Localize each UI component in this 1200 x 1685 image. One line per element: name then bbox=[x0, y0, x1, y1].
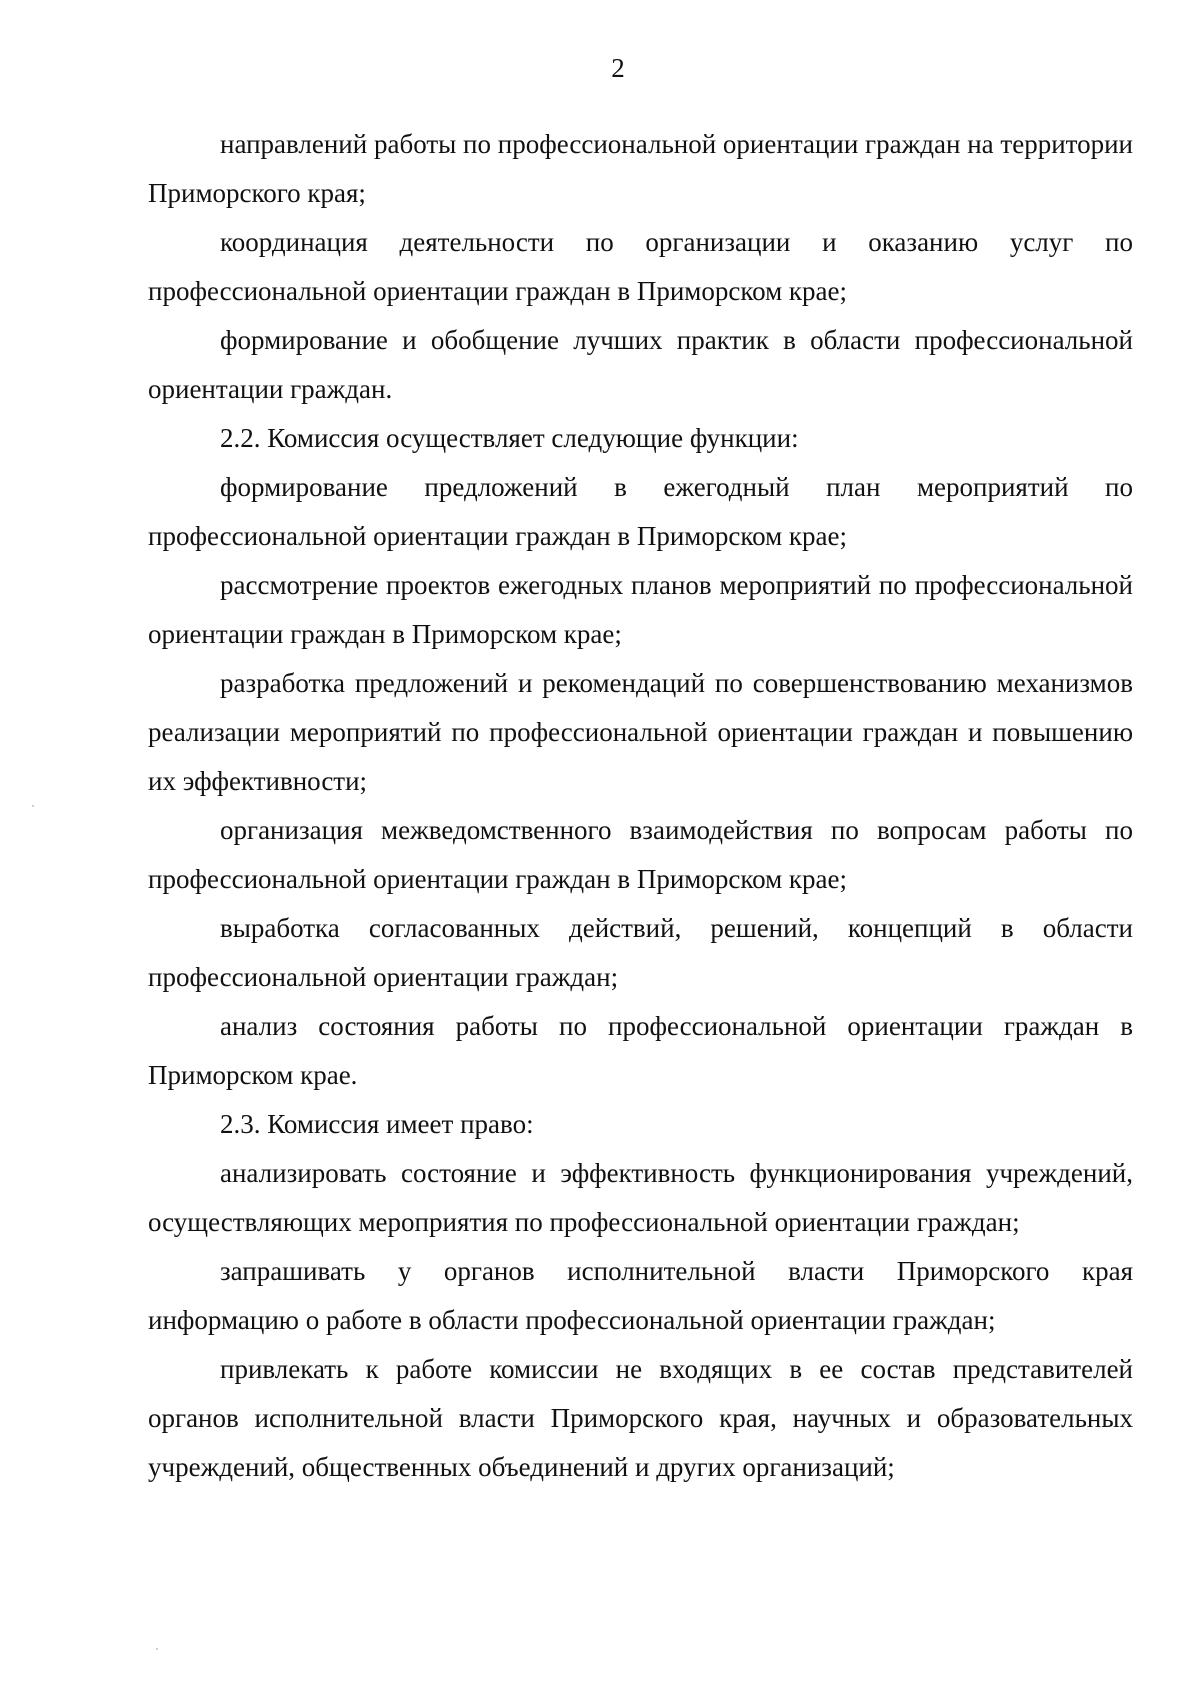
paragraph-6: рассмотрение проектов ежегодных планов мероприятий по профессиональной ориентации граждан в Приморском крае; bbox=[148, 570, 1133, 649]
paragraph-3: формирование и обобщение лучших практик в области профессиональной ориентации граждан. bbox=[148, 325, 1133, 404]
paragraph-8: организация межведомственного взаимодействия по вопросам работы по профессиональной ориентации граждан в Приморском крае; bbox=[148, 815, 1133, 894]
paragraph-7: разработка предложений и рекомендаций по совершенствованию механизмов реализации мероприятий по профессиональной ориентации граждан и повышению их эффективности; bbox=[148, 668, 1133, 796]
scan-speck bbox=[156, 1648, 158, 1650]
paragraph-14: привлекать к работе комиссии не входящих в ее состав представителей органов исполнительной власти Приморского края, научных и образовательных учреждений, общественных объединений и других организаций; bbox=[148, 1354, 1133, 1482]
paragraph-12: анализировать состояние и эффективность функционирования учреждений, осуществляющих мероприятия по профессиональной ориентации граждан; bbox=[148, 1158, 1133, 1237]
paragraph-10: анализ состояния работы по профессиональной ориентации граждан в Приморском крае. bbox=[148, 1011, 1133, 1090]
section-2-2-heading: 2.2. Комиссия осуществляет следующие функции: bbox=[220, 423, 799, 453]
paragraph-13: запрашивать у органов исполнительной власти Приморского края информацию о работе в области профессиональной ориентации граждан; bbox=[148, 1256, 1133, 1335]
section-2-3-heading: 2.3. Комиссия имеет право: bbox=[220, 1109, 534, 1139]
scan-speck bbox=[32, 805, 34, 807]
paragraph-9: выработка согласованных действий, решений, концепций в области профессиональной ориентации граждан; bbox=[148, 913, 1133, 992]
paragraph-2: координация деятельности по организации и оказанию услуг по профессиональной ориентации граждан в Приморском крае; bbox=[148, 227, 1133, 306]
paragraph-1: направлений работы по профессиональной ориентации граждан на территории Приморского края; bbox=[148, 129, 1133, 208]
page-number: 2 bbox=[611, 53, 625, 83]
paragraph-5: формирование предложений в ежегодный план мероприятий по профессиональной ориентации граждан в Приморском крае; bbox=[148, 472, 1133, 551]
document-body bbox=[148, 120, 1133, 1492]
